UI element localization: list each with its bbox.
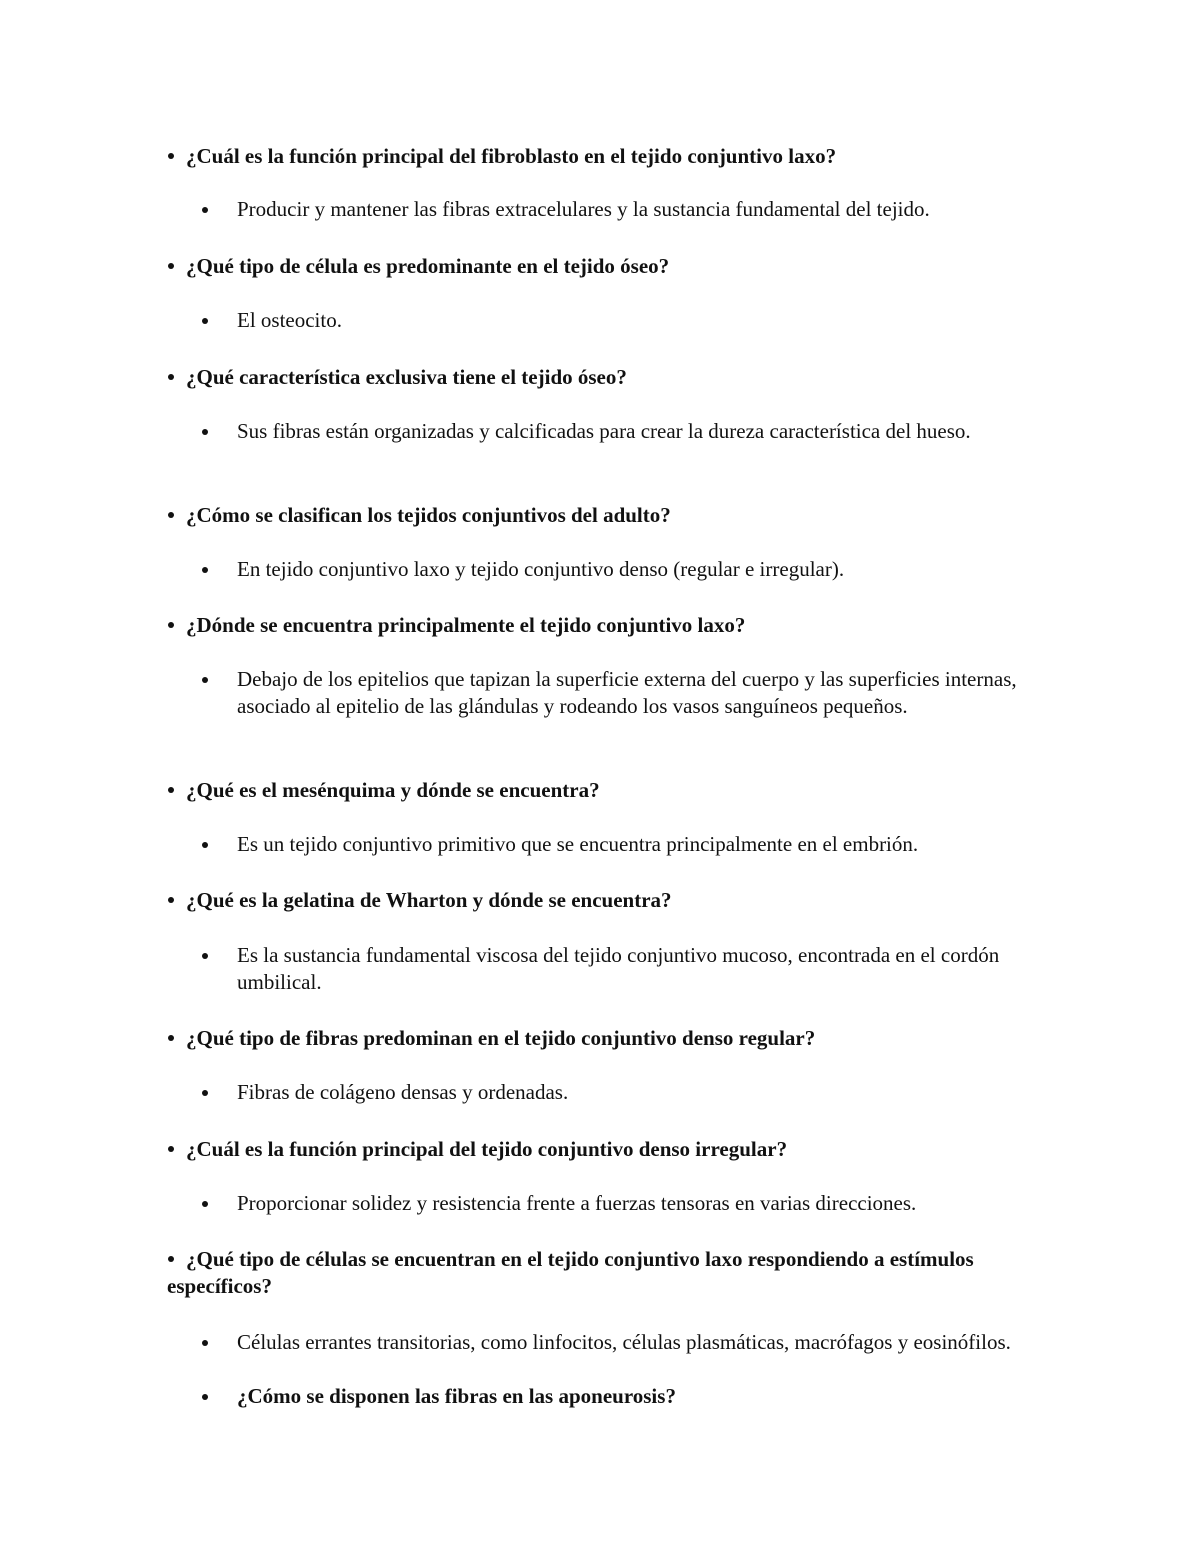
bullet-icon — [202, 207, 208, 213]
question-8 — [167, 1025, 1037, 1052]
bullet-icon — [202, 842, 208, 848]
answer-3 — [237, 418, 1037, 445]
answer-9 — [237, 1190, 1037, 1217]
bullet-icon — [202, 1340, 208, 1346]
bullet-icon — [168, 374, 174, 380]
question-11 — [237, 1383, 1037, 1410]
question-6 — [167, 777, 1037, 804]
answer-text: Debajo de los epitelios que tapizan la superficie externa del cuerpo y las superficies internas, asociado al epitelio de las glándulas y rodeando los vasos sanguíneos pequeños. — [237, 667, 1017, 718]
answer-8 — [237, 1079, 1037, 1106]
answer-text: Proporcionar solidez y resistencia frente a fuerzas tensoras en varias direcciones. — [237, 1191, 917, 1215]
question-text: ¿Qué tipo de fibras predominan en el tejido conjuntivo denso regular? — [186, 1026, 816, 1050]
bullet-icon — [202, 677, 208, 683]
question-9 — [167, 1136, 1037, 1163]
question-text: ¿Dónde se encuentra principalmente el tejido conjuntivo laxo? — [186, 613, 746, 637]
answer-text: Es un tejido conjuntivo primitivo que se encuentra principalmente en el embrión. — [237, 832, 919, 856]
question-4 — [167, 502, 1037, 529]
bullet-icon — [168, 263, 174, 269]
bullet-icon — [168, 622, 174, 628]
answer-text: Células errantes transitorias, como linfocitos, células plasmáticas, macrófagos y eosinófilos. — [237, 1330, 1011, 1354]
bullet-icon — [202, 953, 208, 959]
question-1 — [167, 143, 1037, 170]
answer-2 — [237, 307, 1037, 334]
question-text: ¿Qué tipo de célula es predominante en el tejido óseo? — [186, 254, 670, 278]
answer-4 — [237, 556, 1037, 583]
bullet-icon — [168, 1035, 174, 1041]
answer-5 — [237, 666, 1037, 720]
question-text: ¿Cómo se disponen las fibras en las aponeurosis? — [237, 1384, 676, 1408]
bullet-icon — [202, 567, 208, 573]
bullet-icon — [168, 897, 174, 903]
question-7 — [167, 887, 1037, 914]
question-5 — [167, 612, 1037, 639]
bullet-icon — [202, 1090, 208, 1096]
answer-10 — [237, 1329, 1037, 1356]
answer-7 — [237, 942, 1037, 996]
question-text: ¿Cuál es la función principal del fibroblasto en el tejido conjuntivo laxo? — [186, 144, 837, 168]
bullet-icon — [168, 1146, 174, 1152]
question-text: ¿Qué característica exclusiva tiene el tejido óseo? — [186, 365, 627, 389]
answer-text: Fibras de colágeno densas y ordenadas. — [237, 1080, 569, 1104]
question-text: ¿Qué tipo de células se encuentran en el tejido conjuntivo laxo respondiendo a estímulos específicos? — [167, 1247, 974, 1298]
answer-text: El osteocito. — [237, 308, 342, 332]
bullet-icon — [202, 429, 208, 435]
bullet-icon — [202, 318, 208, 324]
answer-1 — [237, 196, 1037, 223]
bullet-icon — [202, 1201, 208, 1207]
answer-text: En tejido conjuntivo laxo y tejido conjuntivo denso (regular e irregular). — [237, 557, 845, 581]
question-text: ¿Cuál es la función principal del tejido conjuntivo denso irregular? — [186, 1137, 788, 1161]
bullet-icon — [168, 512, 174, 518]
question-text: ¿Qué es el mesénquima y dónde se encuentra? — [186, 778, 600, 802]
bullet-icon — [168, 787, 174, 793]
bullet-icon — [202, 1394, 208, 1400]
answer-text: Sus fibras están organizadas y calcificadas para crear la dureza característica del hueso. — [237, 419, 971, 443]
question-3 — [167, 364, 1037, 391]
question-2 — [167, 253, 1037, 280]
answer-6 — [237, 831, 1037, 858]
question-text: ¿Cómo se clasifican los tejidos conjuntivos del adulto? — [186, 503, 671, 527]
question-10 — [167, 1246, 1037, 1300]
bullet-icon — [168, 1256, 174, 1262]
bullet-icon — [168, 153, 174, 159]
answer-text: Es la sustancia fundamental viscosa del tejido conjuntivo mucoso, encontrada en el cordón umbilical. — [237, 943, 1000, 994]
answer-text: Producir y mantener las fibras extracelulares y la sustancia fundamental del tejido. — [237, 197, 930, 221]
question-text: ¿Qué es la gelatina de Wharton y dónde se encuentra? — [186, 888, 672, 912]
